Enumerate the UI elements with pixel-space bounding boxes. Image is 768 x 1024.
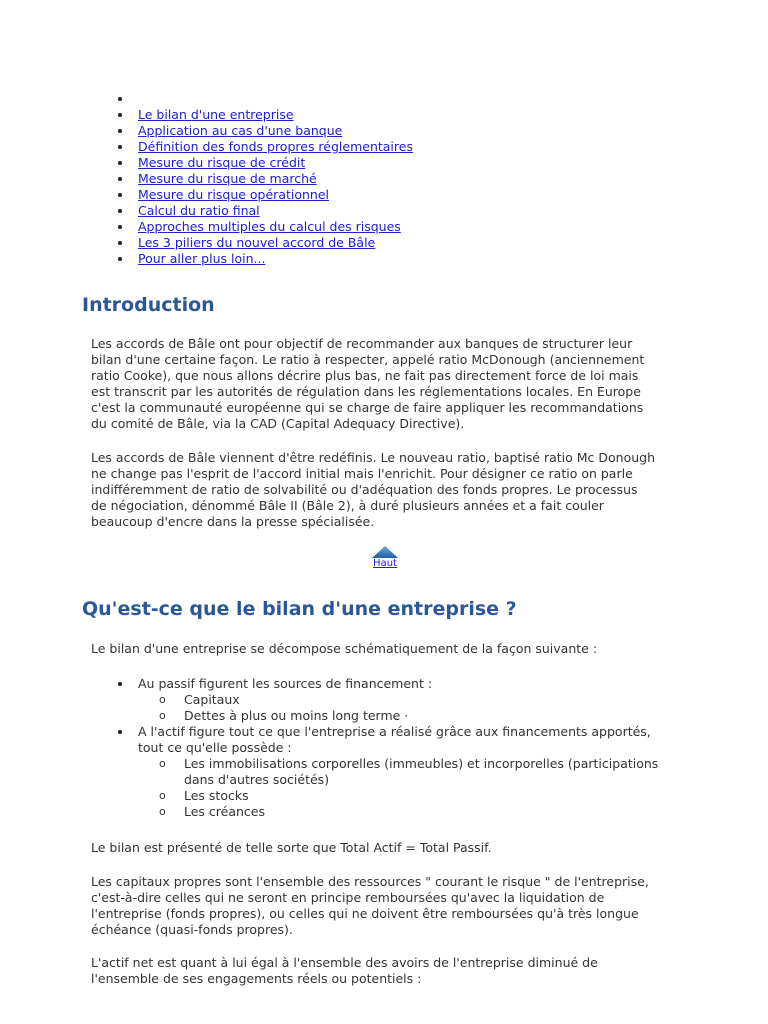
toc-link-fonds-propres[interactable]: Définition des fonds propres réglementaires xyxy=(138,139,413,154)
intro-paragraph-1: Les accords de Bâle ont pour objectif de recommander aux banques de structurer leur bilan d'une certaine façon. Le ratio à respecter, appelé ratio McDonough (anciennement ratio Cooke), que nous allons décrire plus bas, ne fait pas directement force de loi mais est transcrit par les autorités de régulation dans les réglementations locales. En Europe c'est la communauté européenne qui se charge de faire appliquer les recommandations du comité de Bâle, via la CAD (Capital Adequacy Directive). xyxy=(91,336,645,431)
section-title-introduction: Introduction xyxy=(82,294,215,316)
passif-sublist xyxy=(138,692,698,724)
toc-link-banque[interactable]: Application au cas d'une banque xyxy=(138,123,343,138)
toc-link-risque-operationnel[interactable]: Mesure du risque opérationnel xyxy=(138,187,330,202)
toc-item[interactable] xyxy=(138,171,413,187)
list-item: o Les stocks xyxy=(184,788,698,804)
toc-link-bilan[interactable]: Le bilan d'une entreprise xyxy=(138,107,294,122)
toc-link-ratio-final[interactable]: Calcul du ratio final xyxy=(138,203,260,218)
toc-item[interactable] xyxy=(138,139,413,155)
toc-item[interactable] xyxy=(138,219,413,235)
toc-item-empty xyxy=(138,91,413,107)
bilan-paragraph-total: Le bilan est présenté de telle sorte que Total Actif = Total Passif. xyxy=(91,840,492,855)
list-item: o Dettes à plus ou moins long terme · xyxy=(184,708,698,724)
section-title-bilan: Qu'est-ce que le bilan d'une entreprise ? xyxy=(82,598,517,620)
list-item-passif: Au passif figurent les sources de financement : o Capitaux o Dettes à plus ou moins long terme · xyxy=(138,676,698,724)
bilan-list xyxy=(138,676,698,820)
intro-paragraph-2: Les accords de Bâle viennent d'être redéfinis. Le nouveau ratio, baptisé ratio Mc Donough ne change pas l'esprit de l'accord initial mais l'enrichit. Pour désigner ce ratio on parle indifféremment de ratio de solvabilité ou d'adéquation des fonds propres. Le processus de négociation, dénommé Bâle II (Bâle 2), à duré plusieurs années et a fait couler beaucoup d'encre dans la presse spécialisée. xyxy=(91,450,656,529)
up-arrow-icon[interactable] xyxy=(372,546,398,558)
toc-link-piliers[interactable]: Les 3 piliers du nouvel accord de Bâle xyxy=(138,235,376,250)
list-item: o Capitaux xyxy=(184,692,698,708)
table-of-contents xyxy=(138,91,413,267)
toc-item[interactable] xyxy=(138,203,413,219)
toc-item[interactable] xyxy=(138,123,413,139)
list-item: o Les immobilisations corporelles (immeubles) et incorporelles (participations dans d'autres sociétés) xyxy=(184,756,698,788)
toc-link-risque-marche[interactable]: Mesure du risque de marché xyxy=(138,171,317,186)
bilan-intro: Le bilan d'une entreprise se décompose schématiquement de la façon suivante : xyxy=(91,641,598,656)
toc-item[interactable] xyxy=(138,155,413,171)
bilan-paragraph-actif-net: L'actif net est quant à lui égal à l'ensemble des avoirs de l'entreprise diminué de l'ensemble de ses engagements réels ou potentiels : xyxy=(91,955,598,986)
back-to-top[interactable] xyxy=(370,546,400,569)
toc-link-plus-loin[interactable]: Pour aller plus loin... xyxy=(138,251,266,266)
toc-item[interactable] xyxy=(138,187,413,203)
toc-item[interactable] xyxy=(138,251,413,267)
list-item-actif: A l'actif figure tout ce que l'entreprise a réalisé grâce aux financements apportés, tout ce qu'elle possède : o Les immobilisations corporelles (immeubles) et incorporelles (participations dans d'autres sociétés) o Les stocks o Les créances xyxy=(138,724,698,820)
toc-link-risque-credit[interactable]: Mesure du risque de crédit xyxy=(138,155,306,170)
toc-item[interactable] xyxy=(138,107,413,123)
toc-link-approches[interactable]: Approches multiples du calcul des risques xyxy=(138,219,401,234)
list-item: o Les créances xyxy=(184,804,698,820)
actif-sublist xyxy=(138,756,698,820)
toc-item[interactable] xyxy=(138,235,413,251)
bilan-paragraph-capitaux: Les capitaux propres sont l'ensemble des ressources " courant le risque " de l'entreprise, c'est-à-dire celles qui ne seront en principe remboursées qu'avec la liquidation de l'entreprise (fonds propres), ou celles qui ne doivent être remboursées qu'à très longue échéance (quasi-fonds propres). xyxy=(91,874,649,937)
back-to-top-link[interactable]: Haut xyxy=(373,558,397,569)
